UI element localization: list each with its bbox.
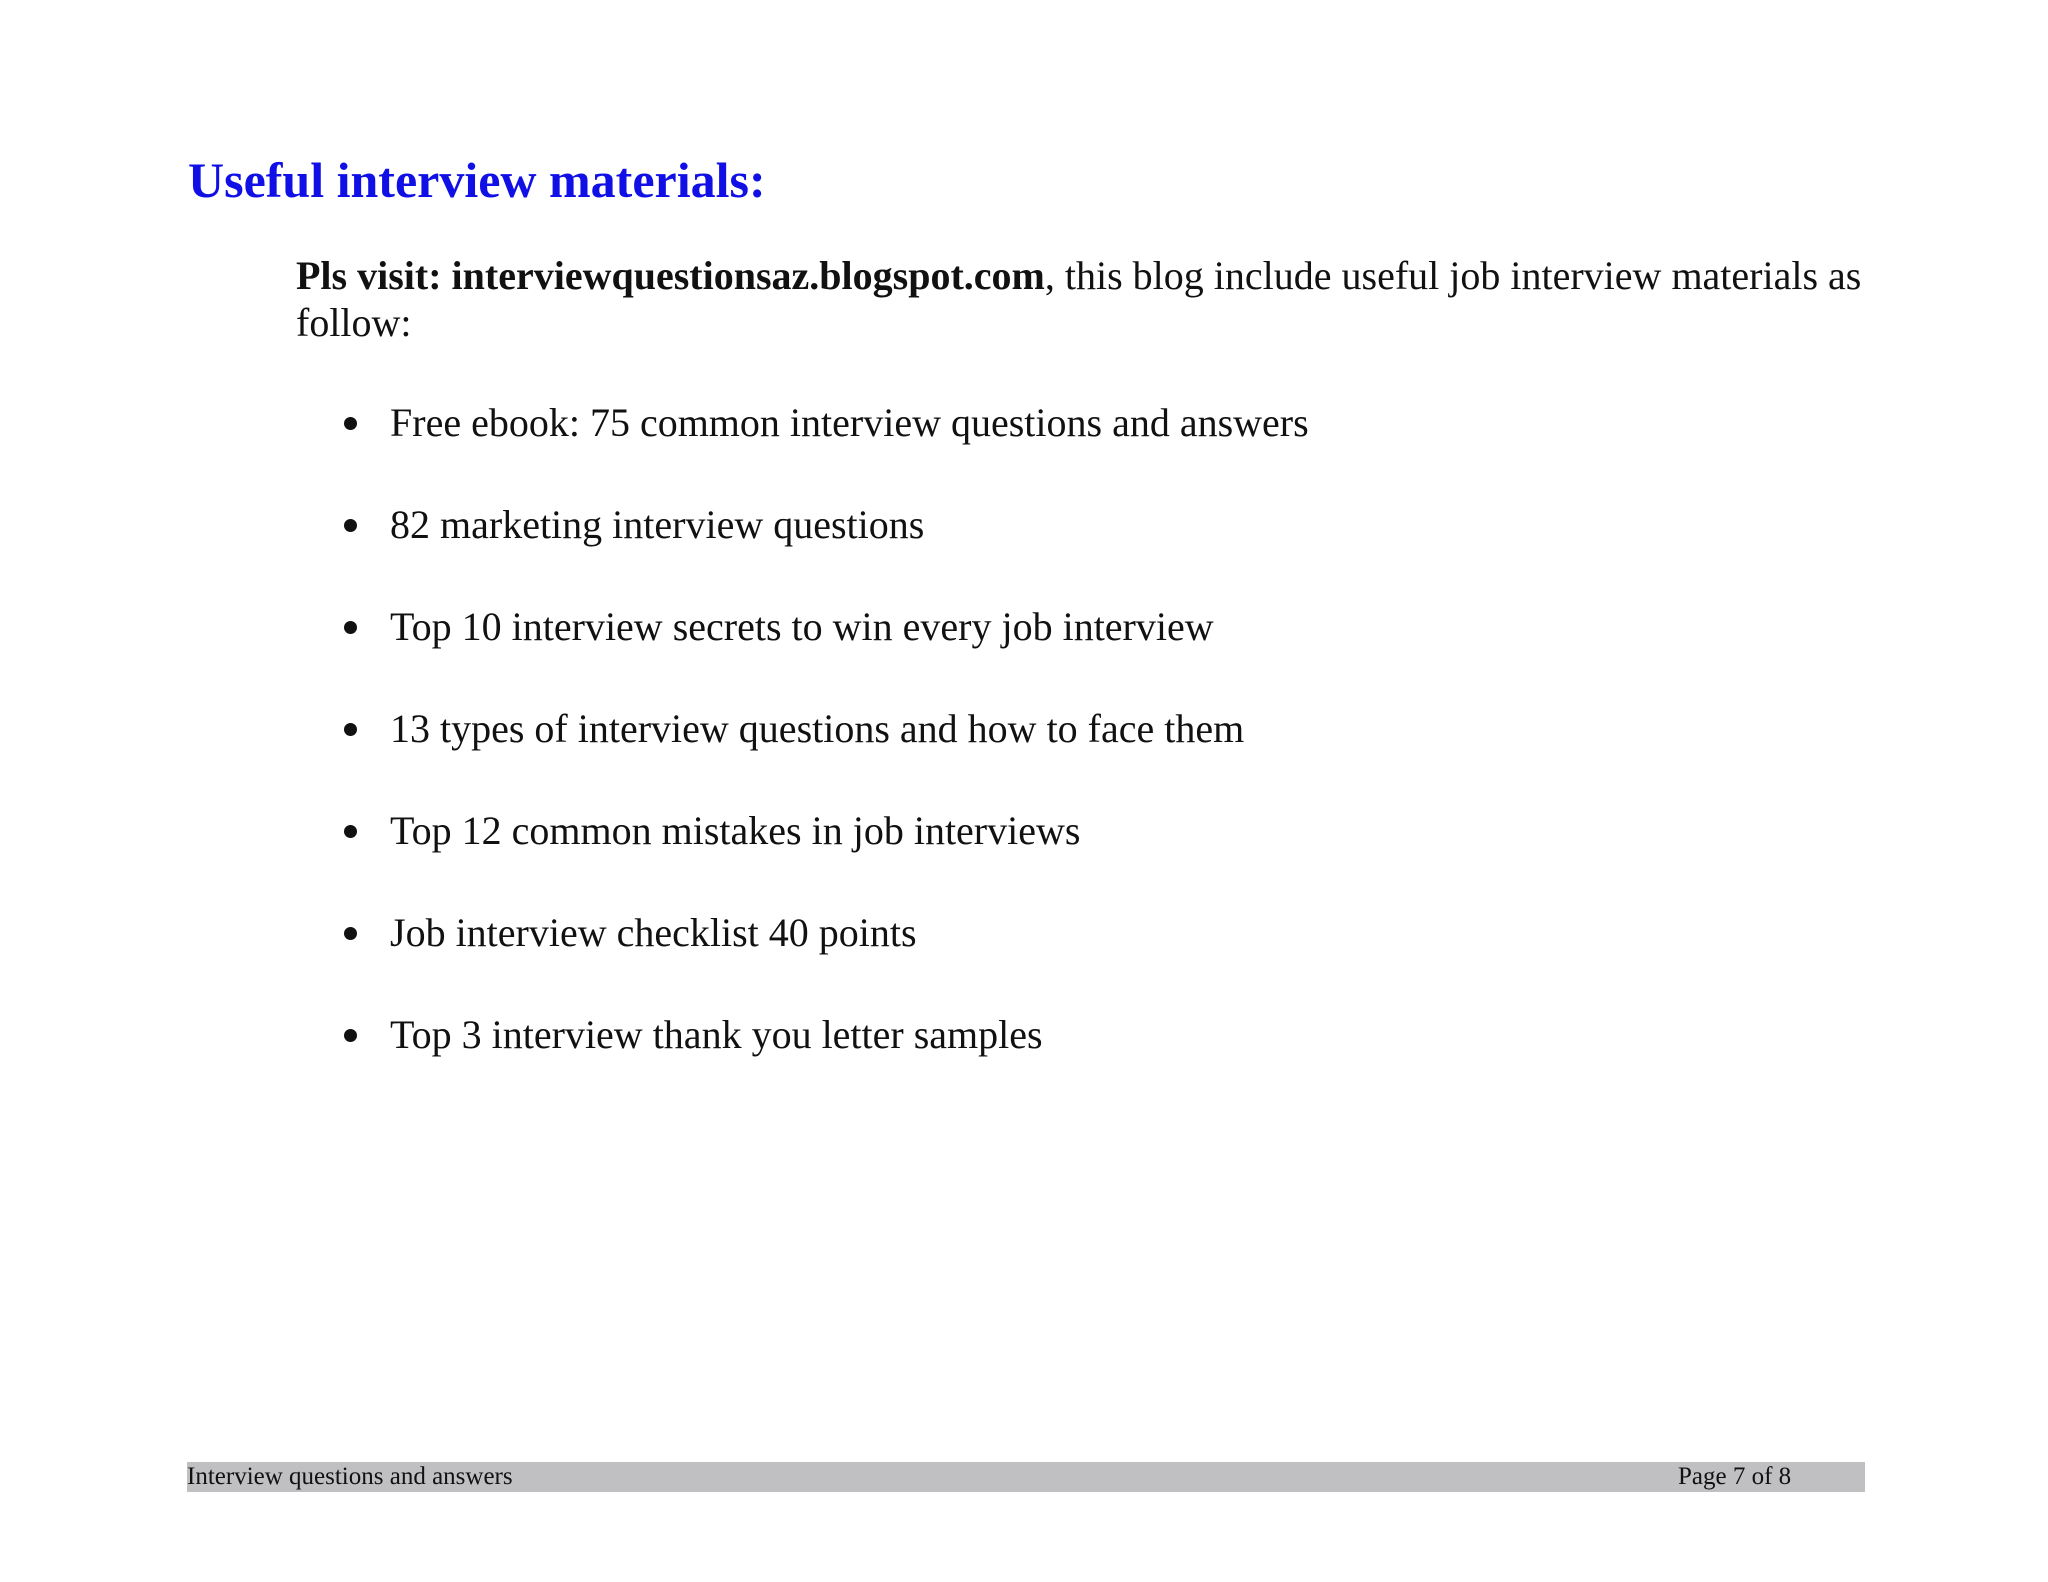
list-item-text: Top 12 common mistakes in job interviews [390,808,1081,853]
list-item-text: Top 10 interview secrets to win every job interview [390,604,1214,649]
section-heading: Useful interview materials: [188,152,766,208]
list-item-text: 82 marketing interview questions [390,502,925,547]
bullet-icon [344,1029,357,1042]
page-footer [187,1462,1865,1492]
intro-paragraph [296,252,1936,346]
bullet-icon [344,723,357,736]
footer-document-title: Interview questions and answers [187,1463,513,1490]
list-item-text: Job interview checklist 40 points [390,910,917,955]
bullet-icon [344,417,357,430]
bullet-icon [344,621,357,634]
list-item-text: Free ebook: 75 common interview questions and answers [390,400,1309,445]
bullet-icon [344,825,357,838]
list-item-text: 13 types of interview questions and how to face them [390,706,1245,751]
bullet-icon [344,927,357,940]
intro-bold-link-text: Pls visit: interviewquestionsaz.blogspot.com [296,253,1045,298]
list-item-text: Top 3 interview thank you letter samples [390,1012,1043,1057]
footer-page-number: Page 7 of 8 [1678,1463,1792,1490]
intro-rest-text: , this blog include useful job interview materials as follow: [296,253,1862,345]
bullet-icon [344,519,357,532]
